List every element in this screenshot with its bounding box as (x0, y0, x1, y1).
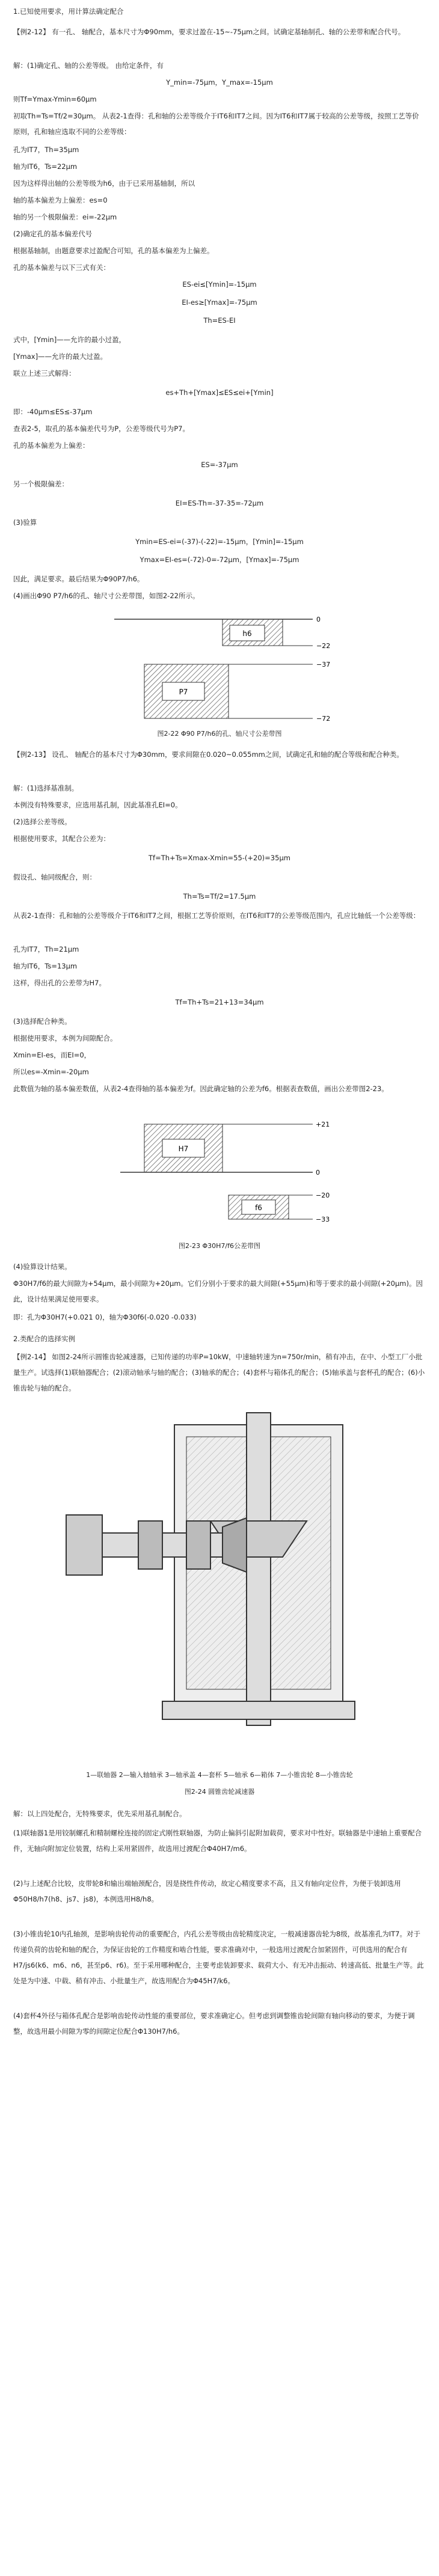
formula: EI-es≥[Ymax]=-75μm (182, 298, 257, 307)
paragraph: 联立上述三式解得： (13, 369, 76, 378)
formula: Th=ES-EI (203, 316, 236, 325)
figure-caption: 图2-24 圆锥齿轮减速器 (184, 1788, 255, 1796)
output-shaft (247, 1413, 271, 1725)
formula: Tf=Th+Ts=21+13=34μm (175, 998, 264, 1006)
paragraph: Φ30H7/f6的最大间隙为+54μm，最小间隙为+20μm。它们分别小于要求的最大间隙(+55μm)和等于要求的最小间隙(+20μm)。因此，设计结果满足使用要求。 (13, 1279, 423, 1303)
formula: EI=ES-Th=-37-35=-72μm (175, 499, 264, 507)
formula: ES=-37μm (201, 460, 238, 469)
section-title: 2.类配合的选择实例 (13, 1335, 75, 1343)
solution-step: 解：(1)确定孔、轴的公差等级。 由给定条件，有 (13, 61, 164, 70)
paragraph: 轴的另一个极限偏差：ei=-22μm (13, 213, 117, 221)
paragraph: 本例没有特殊要求，应选用基孔制，因此基准孔EI=0。 (13, 801, 182, 809)
paragraph: 根据基轴制，由题意要求过盈配合可知，孔的基本偏差为上偏差。 (13, 246, 214, 255)
bearing-cup (138, 1521, 162, 1569)
paragraph: 从表2-1查得：孔和轴的公差等级介于IT6和IT7之间，根据工艺等价原则，在IT6和IT7的公差等级范围内，孔应比轴低一个公差等级： (13, 911, 420, 920)
base-flange (162, 1701, 355, 1719)
paragraph: 轴为IT6，Ts=22μm (13, 162, 78, 171)
paragraph: 初取Th=Ts=Tf/2=30μm。 从表2-1查得：孔和轴的公差等级介于IT6和IT7之间。因为IT6和IT7属于较高的公差等级，按照工艺等价原则，孔和轴应选取不同的公差等级： (13, 112, 419, 136)
deviation-label: −33 (316, 1216, 330, 1223)
deviation-label: −37 (316, 661, 331, 668)
bearing-cup (186, 1521, 210, 1569)
paragraph: 因此，满足要求。最后结果为Φ90P7/h6。 (13, 575, 144, 583)
section-title: 1.已知使用要求，用计算法确定配合 (13, 7, 124, 16)
subsection-title: (2)确定孔的基本偏差代号 (13, 230, 93, 238)
paragraph: (2)与上述配合比较，皮带轮8和输出端轴颈配合，因是挠性件传动，故定心精度要求不高，且又有轴向定位件，为便于装卸选用Φ50H8/h7(h8、js7、js8)，本例选用H8/h8。 (13, 1879, 401, 1903)
shaft-zone-label: f6 (255, 1204, 262, 1212)
subsection-title: (3)验算 (13, 518, 37, 527)
paragraph: 轴为IT6，Ts=13μm (13, 962, 78, 970)
hole-zone-label: P7 (179, 688, 188, 696)
formula: Th=Ts=Tf/2=17.5μm (183, 892, 256, 901)
formula: Ymin=ES-ei=(-37)-(-22)=-15μm，[Ymin]=-15μm (135, 537, 304, 546)
subsection-title: (4)验算设计结果。 (13, 1262, 72, 1271)
paragraph: 根据使用要求，本例为间隙配合。 (13, 1034, 117, 1042)
paragraph: 孔为IT7，Th=35μm (13, 145, 79, 154)
paragraph: 这样，得出孔的公差带为H7。 (13, 979, 106, 987)
deviation-label: −72 (316, 715, 331, 721)
figure-caption: 图2-23 Φ30H7/f6公差带图 (179, 1242, 260, 1250)
paragraph: 此数值为轴的基本偏差数值，从表2-4查得轴的基本偏差为f。因此确定轴的公差为f6。根据表查数值，画出公差带图2-23。 (13, 1085, 388, 1093)
paragraph: 孔的基本偏差与以下三式有关： (13, 263, 110, 272)
solution-step: 解：(1)选择基准制。 (13, 784, 79, 792)
paragraph: 式中，[Ymin]——允许的最小过盈， (13, 335, 126, 344)
small-bevel-gear (223, 1518, 247, 1572)
formula: Y_min=-75μm，Y_max=-15μm (166, 78, 273, 87)
tolerance-zone-diagram-2-23 (108, 1112, 337, 1232)
paragraph: 即：孔为Φ30H7(+0.021 0)，轴为Φ30f6(-0.020 -0.033) (13, 1313, 197, 1321)
figure-caption: 图2-22 Φ90 P7/h6的孔、轴尺寸公差带图 (157, 730, 282, 738)
paragraph: [Ymax]——允许的最大过盈。 (13, 352, 108, 361)
formula: es+Th+[Ymax]≤ES≤ei+[Ymin] (165, 388, 274, 397)
paragraph: 假设孔、轴同级配合，则： (13, 873, 96, 881)
paragraph: 查表2-5，取孔的基本偏差代号为P，公差等级代号为P7。 (13, 424, 189, 433)
paragraph: (4)画出Φ90 P7/h6的孔、轴尺寸公差带图，如图2-22所示。 (13, 592, 200, 600)
paragraph: Xmin=EI-es，而EI=0， (13, 1051, 91, 1059)
paragraph: (4)套杯4外径与箱体孔配合是影响齿轮传动性能的重要部位，要求准确定心。但考虑到调整锥齿轮间隙有轴向移动的要求，为便于调整，故选用最小间隙为零的间隙定位配合Φ130H7/h6。 (13, 2012, 415, 2036)
paragraph: 即：-40μm≤ES≤-37μm (13, 408, 93, 416)
paragraph: (3)小锥齿轮10内孔轴颈，是影响齿轮传动的重要配合，内孔公差等级由齿轮精度决定，一般减速器齿轮为8级，故基准孔为IT7。对于传递负荷的齿轮和轴的配合，为保证齿轮的工作精度和啮合性能，要求准确对中，一般选用过渡配合加紧固件，可供选用的配合有H7/js6(k6、m6、n6，甚至p6、r6)。至于采用哪种配合，主要考虑装卸要求、载荷大小、有无冲击振动、转速高低、批量生产等。此处是为中速、中载、稍有冲击、小批量生产，故选用配合为Φ45H7/k6。 (13, 1930, 424, 1985)
paragraph: 孔为IT7，Th=21μm (13, 945, 79, 953)
formula: Ymax=EI-es=(-72)-0=-72μm，[Ymax]=-75μm (140, 555, 299, 564)
paragraph: 轴的基本偏差为上偏差：es=0 (13, 196, 108, 204)
subsection-title: (2)选择公差等级。 (13, 818, 72, 826)
deviation-label: +21 (316, 1121, 330, 1128)
deviation-label: −22 (316, 642, 331, 650)
gear-reducer-drawing (54, 1401, 385, 1761)
shaft-zone-label: h6 (242, 629, 252, 638)
paragraph: 则Tf=Ymax-Ymin=60μm (13, 95, 97, 103)
tolerance-zone-diagram-2-22 (102, 607, 337, 721)
deviation-label: −20 (316, 1192, 330, 1199)
hole-zone-label: H7 (178, 1145, 189, 1153)
paragraph: 因为这样得出轴的公差等级为h6，由于已采用基轴制，所以 (13, 179, 195, 188)
paragraph: (1)联轴器1是用铰制螺孔和精制螺栓连接的固定式刚性联轴器，为防止偏斜引起附加载荷，要求对中性好。联轴器是中速轴上重要配合件，无轴向附加定位装置，结构上采用紧固件，故选用过渡配合Φ40H7/m6。 (13, 1829, 422, 1853)
paragraph: 根据使用要求，其配合公差为： (13, 834, 110, 843)
coupling (66, 1515, 102, 1575)
solution-step: 解：以上四处配合，无特殊要求，优先采用基孔制配合。 (13, 1810, 186, 1818)
formula: Tf=Th+Ts=Xmax-Xmin=55-(+20)=35μm (149, 854, 290, 862)
subsection-title: (3)选择配合种类。 (13, 1017, 72, 1026)
example-heading: 【例2-12】 有一孔、 轴配合，基本尺寸为Φ90mm，要求过盈在-15~-75μm之间。试确定基轴制孔、轴的公差带和配合代号。 (13, 28, 405, 36)
deviation-label: 0 (316, 1169, 320, 1176)
figure-legend: 1—联轴器 2—输入轴轴承 3—轴承盖 4—套杯 5—轴承 6—箱体 7—小锥齿轮 8—小锥齿轮 (86, 1771, 353, 1779)
paragraph: 另一个极限偏差： (13, 480, 69, 488)
example-heading: 【例2-14】 如图2-24所示圆锥齿轮减速器，已知传递的功率P=10kW，中速轴转速为n=750r/min，稍有冲击，在中、小型工厂小批量生产。试选择(1)联轴器配合；(2)滚动轴承与轴的配合；(3)轴承的配合；(4)套杯与箱体孔的配合；(5)轴承盖与套杯孔的配合；(6)小锥齿轮与轴的配合。 (13, 1353, 425, 1392)
formula: ES-ei≤[Ymin]=-15μm (182, 280, 257, 289)
paragraph: 孔的基本偏差为上偏差： (13, 441, 90, 450)
paragraph: 所以es=-Xmin=-20μm (13, 1068, 89, 1076)
deviation-label: 0 (316, 616, 321, 623)
example-heading: 【例2-13】 设孔、 轴配合的基本尺寸为Φ30mm，要求间隙在0.020~0.055mm之间，试确定孔和轴的配合等级和配合种类。 (13, 750, 404, 759)
